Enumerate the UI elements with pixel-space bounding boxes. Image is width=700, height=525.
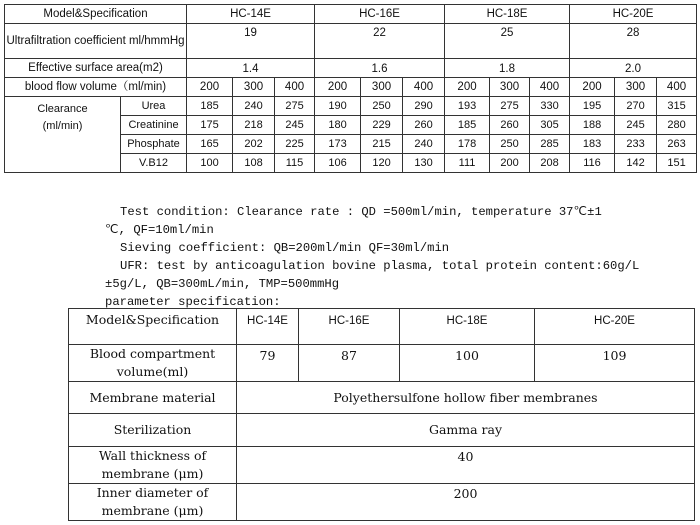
surface-area-row (5, 59, 697, 78)
flow-value: 300 (615, 78, 657, 97)
clearance-value: 183 (570, 135, 615, 154)
clearance-value: 202 (233, 135, 275, 154)
clearance-value: 106 (315, 154, 361, 173)
clearance-value: 218 (233, 116, 275, 135)
clearance-value: 178 (445, 135, 490, 154)
membrane-material-row (69, 382, 695, 414)
clearance-label-cell (5, 97, 121, 173)
blood-compartment-value: 87 (299, 345, 400, 382)
ufr-line: ±5g/L, QB=300mL/min, TMP=500mmHg (105, 277, 340, 291)
blood-compartment-label: Blood compartment volume(ml) (69, 345, 237, 382)
clearance-value: 240 (233, 97, 275, 116)
clearance-value: 215 (361, 135, 403, 154)
clearance-value: 151 (657, 154, 697, 173)
flow-value: 400 (530, 78, 570, 97)
clearance-value: 233 (615, 135, 657, 154)
clearance-value: 165 (187, 135, 233, 154)
test-condition-line: Test condition: Clearance rate : QD =500ml/min, temperature 37℃±1 (120, 205, 602, 219)
flow-value: 300 (490, 78, 530, 97)
inner-diameter-row (69, 484, 695, 521)
blood-compartment-value: 109 (535, 345, 695, 382)
substance-name: Urea (121, 97, 187, 116)
flow-value: 200 (445, 78, 490, 97)
clearance-value: 285 (530, 135, 570, 154)
parameter-table (68, 308, 695, 521)
clearance-value: 280 (657, 116, 697, 135)
flow-value: 300 (361, 78, 403, 97)
clearance-value: 263 (657, 135, 697, 154)
clearance-value: 275 (275, 97, 315, 116)
model-hc-16e: HC-16E (299, 309, 400, 345)
blood-flow-row (5, 78, 697, 97)
sterilization-value: Gamma ray (237, 414, 695, 447)
clearance-value: 200 (490, 154, 530, 173)
inner-diameter-value: 200 (237, 484, 695, 521)
model-hc-20e: HC-20E (535, 309, 695, 345)
ultrafiltration-value: 25 (445, 24, 570, 59)
model-hc-20e: HC-20E (570, 5, 697, 24)
test-condition-line: ℃, QF=10ml/min (105, 223, 214, 237)
ultrafiltration-value: 22 (315, 24, 445, 59)
model-hc-14e: HC-14E (187, 5, 315, 24)
flow-value: 200 (315, 78, 361, 97)
sieving-coefficient-line: Sieving coefficient: QB=200ml/min QF=30ml/min (120, 241, 450, 255)
wall-thickness-value: 40 (237, 447, 695, 484)
clearance-value: 175 (187, 116, 233, 135)
surface-area-value: 1.6 (315, 59, 445, 78)
clearance-value: 250 (490, 135, 530, 154)
model-hc-14e: HC-14E (237, 309, 299, 345)
clearance-value: 229 (361, 116, 403, 135)
sterilization-label: Sterilization (69, 414, 237, 447)
model-spec-header: Model&Specification (69, 309, 237, 345)
blood-flow-label: blood flow volume（ml/min) (5, 78, 187, 97)
ultrafiltration-row (5, 24, 697, 59)
clearance-value: 315 (657, 97, 697, 116)
clearance-label: Clearance (37, 103, 88, 115)
clearance-value: 173 (315, 135, 361, 154)
membrane-material-label: Membrane material (69, 382, 237, 414)
clearance-value: 193 (445, 97, 490, 116)
clearance-value: 250 (361, 97, 403, 116)
clearance-value: 111 (445, 154, 490, 173)
flow-value: 400 (275, 78, 315, 97)
clearance-value: 108 (233, 154, 275, 173)
substance-name: Creatinine (121, 116, 187, 135)
membrane-material-value: Polyethersulfone hollow fiber membranes (237, 382, 695, 414)
clearance-value: 225 (275, 135, 315, 154)
substance-name: Phosphate (121, 135, 187, 154)
test-conditions (105, 203, 699, 311)
sterilization-row (69, 414, 695, 447)
surface-area-value: 1.4 (187, 59, 315, 78)
flow-value: 400 (403, 78, 445, 97)
flow-value: 200 (570, 78, 615, 97)
clearance-value: 270 (615, 97, 657, 116)
clearance-value: 260 (490, 116, 530, 135)
clearance-value: 100 (187, 154, 233, 173)
blood-compartment-value: 79 (237, 345, 299, 382)
ultrafiltration-value: 19 (187, 24, 315, 59)
parameter-spec-heading: parameter specification: (105, 295, 281, 309)
clearance-value: 260 (403, 116, 445, 135)
model-spec-header: Model&Specification (5, 5, 187, 24)
blood-compartment-value: 100 (400, 345, 535, 382)
clearance-value: 245 (615, 116, 657, 135)
clearance-value: 120 (361, 154, 403, 173)
surface-area-value: 1.8 (445, 59, 570, 78)
wall-thickness-label: Wall thickness of membrane (μm) (69, 447, 237, 484)
ultrafiltration-label: Ultrafiltration coefficient ml/hmmHg (5, 24, 187, 59)
clearance-value: 195 (570, 97, 615, 116)
model-hc-16e: HC-16E (315, 5, 445, 24)
clearance-table (4, 4, 697, 173)
clearance-value: 115 (275, 154, 315, 173)
clearance-value: 116 (570, 154, 615, 173)
model-hc-18e: HC-18E (445, 5, 570, 24)
model-hc-18e: HC-18E (400, 309, 535, 345)
clearance-value: 208 (530, 154, 570, 173)
clearance-value: 185 (187, 97, 233, 116)
blood-compartment-row (69, 345, 695, 382)
clearance-row-urea (5, 97, 697, 116)
clearance-value: 142 (615, 154, 657, 173)
param-header-row (69, 309, 695, 345)
flow-value: 200 (187, 78, 233, 97)
clearance-value: 330 (530, 97, 570, 116)
clearance-value: 275 (490, 97, 530, 116)
clearance-value: 245 (275, 116, 315, 135)
substance-name: V.B12 (121, 154, 187, 173)
flow-value: 300 (233, 78, 275, 97)
clearance-value: 188 (570, 116, 615, 135)
clearance-value: 190 (315, 97, 361, 116)
clearance-unit: (ml/min) (42, 120, 83, 132)
flow-value: 400 (657, 78, 697, 97)
surface-area-value: 2.0 (570, 59, 697, 78)
inner-diameter-label: Inner diameter of membrane (μm) (69, 484, 237, 521)
header-row (5, 5, 697, 24)
clearance-value: 290 (403, 97, 445, 116)
ultrafiltration-value: 28 (570, 24, 697, 59)
clearance-value: 130 (403, 154, 445, 173)
clearance-value: 305 (530, 116, 570, 135)
ufr-line: UFR: test by anticoagulation bovine plasma, total protein content:60g/L (120, 259, 640, 273)
surface-area-label: Effective surface area(m2) (5, 59, 187, 78)
wall-thickness-row (69, 447, 695, 484)
clearance-value: 180 (315, 116, 361, 135)
clearance-value: 185 (445, 116, 490, 135)
clearance-value: 240 (403, 135, 445, 154)
